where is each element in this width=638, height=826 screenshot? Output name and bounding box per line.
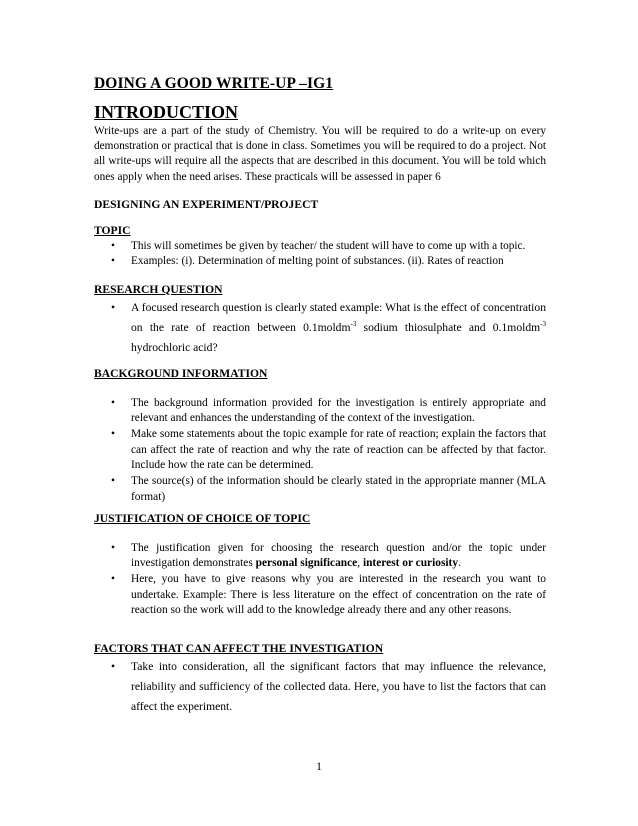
research-question-heading: RESEARCH QUESTION (94, 282, 223, 296)
research-question-text-b: sodium thiosulphate and 0.1moldm (356, 320, 541, 334)
document-title: DOING A GOOD WRITE-UP –IG1 (94, 75, 334, 92)
superscript: -3 (540, 319, 546, 328)
justification-heading: JUSTIFICATION OF CHOICE OF TOPIC (94, 511, 311, 525)
bullet-icon: • (111, 475, 115, 488)
factors-heading: FACTORS THAT CAN AFFECT THE INVESTIGATION (94, 642, 384, 656)
list-item (94, 572, 546, 618)
list-item-text: Examples: (i). Determination of melting point of substances. (ii). Rates of reaction (131, 255, 504, 268)
list-item-text: The source(s) of the information should be clearly stated in the appropriate manner (MLA format) (131, 475, 546, 503)
bullet-icon: • (111, 239, 115, 252)
bullet-icon: • (111, 541, 115, 554)
justification-list (94, 541, 546, 618)
list-item (94, 254, 546, 270)
emphasis: interest or curiosity (362, 557, 459, 570)
list-item-text: Make some statements about the topic example for rate of reaction; explain the factors that can affect the rate of reaction and why the rate of reaction can be affected by that factor. Include how the rate can be determined. (131, 428, 546, 471)
bullet-icon: • (111, 660, 116, 674)
list-item-text: The justification given for choosing the research question and/or the topic under investigation demonstrates (131, 541, 546, 570)
list-item (94, 239, 546, 255)
background-list (94, 396, 546, 505)
bullet-icon: • (111, 396, 115, 409)
superscript: -3 (350, 319, 357, 328)
list-item-text: This will sometimes be given by teacher/ the student will have to come up with a topic. (131, 239, 526, 252)
factors-list (94, 657, 546, 717)
designing-heading: DESIGNING AN EXPERIMENT/PROJECT (94, 197, 319, 211)
spacer (94, 382, 546, 396)
topic-heading: TOPIC (94, 223, 131, 237)
list-item-text: The background information provided for the investigation is entirely appropriate and relevant and enhances the understanding of the context of the investigation. (131, 396, 546, 425)
spacer (94, 527, 546, 541)
background-heading: BACKGROUND INFORMATION (94, 366, 268, 380)
spacer (94, 619, 546, 641)
document-page (94, 74, 546, 717)
end-text: . (458, 557, 461, 570)
emphasis: personal significance (255, 557, 358, 570)
research-question-text-c: hydrochloric acid? (131, 340, 218, 354)
separator-text: , (357, 557, 363, 570)
list-item (94, 657, 546, 717)
list-item (94, 298, 546, 358)
list-item-text: Take into consideration, all the significant factors that may influence the relevance, reliability and sufficiency of the collected data. Here, you have to list the factors that can affect the experiment. (131, 660, 546, 714)
list-item (94, 541, 546, 572)
research-question-list (94, 298, 546, 358)
page-number: 1 (316, 760, 322, 773)
topic-list (94, 239, 546, 270)
list-item-text: Here, you have to give reasons why you are interested in the research you want to undertake. Example: There is less literature on the effect of concentration on the rate of reaction so the work will add to the knowledge already there and any other reasons. (131, 573, 546, 617)
bullet-icon: • (111, 573, 115, 586)
bullet-icon: • (111, 255, 115, 268)
list-item (94, 396, 546, 427)
introduction-heading: INTRODUCTION (94, 102, 239, 122)
list-item (94, 474, 546, 505)
introduction-text: Write-ups are a part of the study of Chemistry. You will be required to do a write-up on every demonstration or practical that is done in class. Sometimes you will be required to do a project. Not all write-ups will require all the aspects that are described in this document. You will be told which ones apply when the need arises. These practicals will be assessed in paper 6 (94, 125, 546, 183)
bullet-icon: • (111, 428, 115, 441)
bullet-icon: • (111, 300, 116, 314)
research-question-text-a: A focused research question is clearly stated example: What is the effect of concentration on the rate of reaction between 0.1moldm (131, 300, 546, 334)
list-item (94, 427, 546, 473)
